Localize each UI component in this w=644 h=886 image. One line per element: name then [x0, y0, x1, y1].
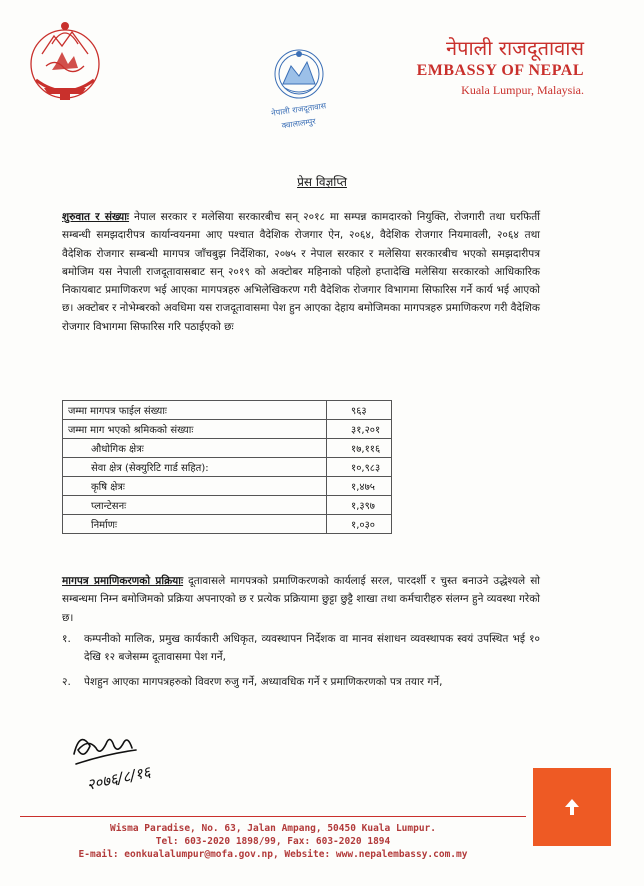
arrow-up-icon: [561, 796, 583, 818]
list-item-number: २.: [62, 675, 71, 688]
list-item: [62, 673, 540, 691]
table-row: [63, 439, 392, 458]
section-intro-heading: शुरुवात र संख्याः: [62, 211, 130, 223]
table-row: [63, 477, 392, 496]
table-cell-label: कृषि क्षेत्रः: [63, 477, 327, 496]
letterhead: [417, 36, 584, 98]
table-row: [63, 401, 392, 420]
section-process-heading: मागपत्र प्रमाणिकरणको प्रक्रियाः: [62, 575, 184, 587]
section-process-body: दूतावासले मागपत्रको प्रमाणिकरणको कार्यलाई सरल, पारदर्शी र चुस्त बनाउने उद्धेश्यले सो सम्बन्धमा निम्न बमोजिमको प्रक्रिया अपनाएको छ र प्रत्येक प्रक्रियामा छुट्टा छुट्टै शाखा तथा कर्मचारीहरु संलग्न हुने व्यवस्था गरेको छ।: [62, 575, 541, 624]
table-cell-label: प्लान्टेसनः: [63, 496, 327, 515]
table-row: [63, 496, 392, 515]
table-cell-label: औधोगिक क्षेत्रः: [63, 439, 327, 458]
document-title: प्रेस विज्ञप्ति: [297, 175, 347, 189]
table-cell-value: १,४७५: [327, 477, 392, 496]
nepal-emblem-icon: [22, 14, 108, 110]
list-item-text: पेशहुन आएका मागपत्रहरुको विवरण रुजु गर्ने, अध्यावधिक गर्ने र प्रमाणिकरणको पत्र तयार गर्ने,: [84, 675, 443, 688]
table-cell-label: जम्मा माग भएको श्रमिकको संख्याः: [63, 420, 327, 439]
signature: [66, 720, 186, 800]
table-row: [63, 458, 392, 477]
table-cell-value: १०,९८३: [327, 458, 392, 477]
footer-email-website: E-mail: eonkualalumpur@mofa.gov.np, Website: www.nepalembassy.com.my: [78, 849, 468, 860]
footer-phone: Tel: 603-2020 1898/99, Fax: 603-2020 1894: [155, 836, 391, 847]
scroll-to-top-button[interactable]: [533, 768, 611, 846]
demand-letter-stats-table: [62, 400, 392, 534]
table-row: [63, 420, 392, 439]
seal-text-bottom: क्वालालम्पुर: [281, 116, 317, 131]
section-process: [62, 572, 540, 627]
footer: [20, 822, 526, 861]
table-cell-value: १,०३०: [327, 515, 392, 534]
section-intro-body: नेपाल सरकार र मलेसिया सरकारबीच सन् २०१८ मा सम्पन्न कामदारको नियुक्ति, रोजगारी तथा घरफिर्ती सम्बन्धी समझदारीपत्र कार्यान्वयनमा आए पश्चात वैदेशिक रोजगार ऐन, २०६४, वैदेशिक रोजगार नियमावली, २०६४ तथा वैदेशिक रोजगार सम्बन्धी मागपत्र जाँचबुझ निर्देशिका, २०७५ र नेपाल सरकार र मलेसिया सरकारबीच भएको समझदारीपत्र बमोजिम यस नेपाली राजदूतावासबाट सन् २०१९ को अक्टोबर महिनाको पहिलो हप्तादेखि मलेसिया सरकारको आधिकारिक निकायबाट प्रमाणिकरण भई आएका मागपत्रहरु अभिलेखिकरण गरी वैदेशिक रोजगार विभागमा सिफारिस गर्ने कार्य भई आएको छ। अक्टोबर र नोभेम्बरको अवधिमा यस राजदूतावासमा पेश हुन आएका देहाय बमोजिमका मागपत्रहरु प्रमाणिकरण गरी वैदेशिक रोजगार विभागमा सिफारिस गरि पठाईएको छः: [62, 211, 540, 333]
table-cell-value: १,३९७: [327, 496, 392, 515]
list-item: [62, 630, 540, 667]
table-cell-label: सेवा क्षेत्र (सेक्युरिटि गार्ड सहित):: [63, 458, 327, 477]
list-item-text: कम्पनीको मालिक, प्रमुख कार्यकारी अधिकृत, व्यवस्थापन निर्देशक वा मानव संशाधन व्यवस्थापक स्वयं उपस्थित भई १० देखि १२ बजेसम्म दूतावासमा पेश गर्ने,: [84, 633, 540, 664]
table-cell-value: ९६३: [327, 401, 392, 420]
table-row: [63, 515, 392, 534]
signature-date: २०७६/८/१६: [85, 762, 153, 794]
list-item-number: १.: [62, 633, 71, 645]
embassy-name-english: EMBASSY OF NEPAL: [416, 62, 584, 79]
seal-text-top: नेपाली राजदूतावास: [270, 101, 327, 118]
table-cell-label: निर्माणः: [63, 515, 327, 534]
embassy-name-devanagari: नेपाली राजदूतावास: [446, 36, 584, 60]
embassy-city: Kuala Lumpur, Malaysia.: [461, 83, 584, 97]
section-intro: [62, 208, 540, 336]
footer-address: Wisma Paradise, No. 63, Jalan Ampang, 50450 Kuala Lumpur.: [109, 823, 436, 834]
table-cell-value: ३१,२०१: [327, 420, 392, 439]
process-steps-list: [62, 630, 540, 697]
footer-divider: [20, 816, 526, 817]
table-cell-value: १७,११६: [327, 439, 392, 458]
table-cell-label: जम्मा मागपत्र फाईल संख्याः: [63, 401, 327, 420]
embassy-seal-icon: [255, 38, 343, 134]
